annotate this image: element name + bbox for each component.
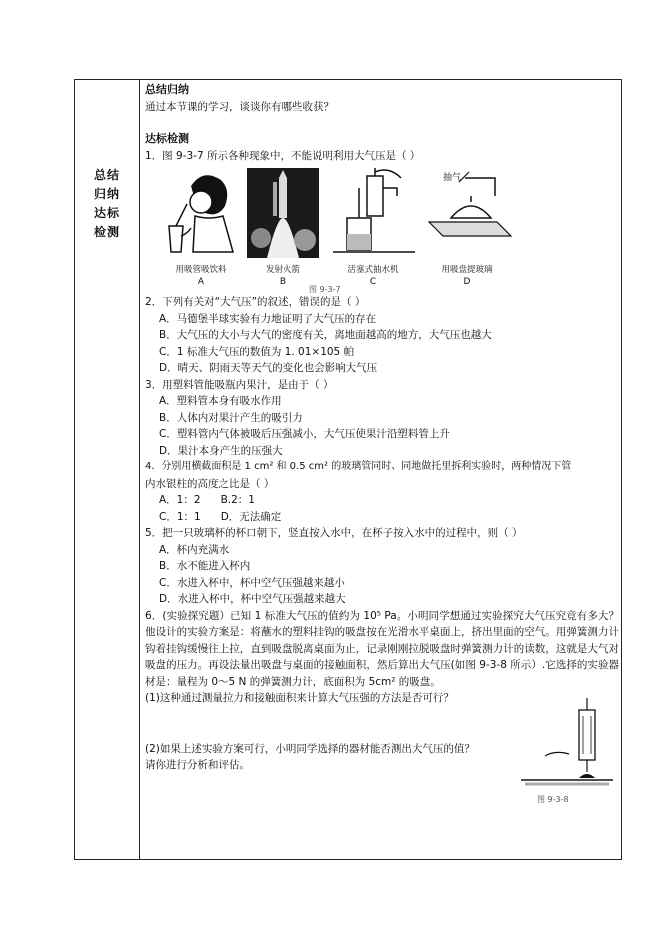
figure-pump: [333, 168, 415, 258]
figure-caption: 发射火箭: [265, 265, 300, 275]
figure-letter: B: [279, 277, 287, 287]
option: D．晴天、阴雨天等天气的变化也会影响大气压: [159, 362, 378, 374]
pump-label: 抽气: [443, 173, 462, 183]
option: D．水进入杯中，杯中空气压强越来越大: [159, 593, 346, 605]
figure-label: 图 9-3-8: [537, 795, 569, 804]
question-6-part-1: (1)这种通过测量拉力和接触面积来计算大气压强的方法是否可行？: [145, 692, 454, 704]
figure-caption: 用吸管吸饮料: [175, 265, 227, 275]
question-6-part-2-line-2: 请你进行分析和评估。: [145, 759, 250, 771]
figure-9-3-7: [145, 166, 619, 294]
column-divider: [139, 80, 140, 859]
figure-letter: D: [463, 277, 471, 287]
question-1: 1．图 9-3-7 所示各种现象中，不能说明利用大气压是（ ）: [145, 149, 421, 162]
question-2: 2．下列有关对“大气压”的叙述，错误的是（ ）: [145, 296, 366, 308]
side-label-line: 归纳: [93, 187, 120, 201]
side-label: [75, 166, 139, 242]
figure-letter: A: [197, 277, 205, 287]
question-6-part-2-line-1: (2)如果上述实验方案可行，小明同学选择的器材能否测出大气压的值？: [145, 742, 475, 755]
question-4-line-2: 内水银柱的高度之比是（ ）: [145, 477, 275, 490]
option: B．人体内对果汁产生的吸引力: [159, 411, 303, 424]
figure-caption: 用吸盘提玻璃: [441, 265, 493, 275]
check-heading: 达标检测: [145, 132, 189, 145]
figure-9-3-8: [515, 696, 615, 804]
side-label-line: 检测: [93, 225, 120, 239]
summary-heading: 总结归纳: [145, 83, 189, 96]
figure-drinking-straw: [161, 168, 241, 258]
option: A．塑料管本身有吸水作用: [159, 395, 282, 407]
option: A．杯内充满水: [159, 543, 230, 556]
option: B．大气压的大小与大气的密度有关，离地面越高的地方，大气压也越大: [159, 329, 492, 341]
option: D．果汁本身产生的压强大: [159, 444, 283, 457]
question-6: 6．(实验探究题）已知 1 标准大气压的值约为 10⁵ Pa。小明同学想通过实验探究大气压究竟有多大？他设计的实验方案是：将蘸水的塑料挂钩的吸盘按在光滑水平桌面上，挤出里面的空气。用弹簧测力计钩着挂钩缓慢往上拉，直到吸盘脱离桌面为止，记录刚刚拉脱吸盘时弹簧测力计的读数，这就是大气对吸盘的压力。再设法量出吸盘与桌面的接触面积，然后算出大气压(如图 9-3-8 所示）.它选择的实验器材是：量程为 0～5 N 的弹簧测力计，底面积为 5cm² 的吸盘。: [145, 609, 619, 688]
question-4-line-1: 4．分别用横截面积是 1 cm² 和 0.5 cm² 的玻璃管同时、同地做托里拆利实验时，两种情况下管: [145, 461, 572, 472]
question-3: 3．用塑料管能吸瓶内果汁，是由于（ ）: [145, 378, 334, 391]
option: A．马德堡半球实验有力地证明了大气压的存在: [159, 312, 377, 325]
figure-caption: 活塞式抽水机: [347, 265, 399, 275]
side-label-line: 达标: [93, 206, 120, 220]
option: C．水进入杯中，杯中空气压强越来越小: [159, 576, 345, 589]
side-label-line: 总结: [93, 168, 120, 182]
question-5: 5．把一只玻璃杯的杯口朝下，竖直按入水中，在杯子按入水中的过程中，则（ ）: [145, 527, 523, 539]
figure-suction-cup: [423, 168, 513, 258]
figure-letter: C: [369, 277, 377, 287]
figure-label: 图 9-3-7: [309, 285, 341, 294]
figure-rocket: [247, 168, 319, 258]
option: C．塑料管内气体被吸后压强减小，大气压使果汁沿塑料管上升: [159, 428, 450, 440]
lesson-table: [74, 79, 622, 860]
option: C．1 标准大气压的数值为 1. 01×105 帕: [159, 345, 355, 358]
content-cell: [145, 82, 619, 804]
question-6-subparts: [145, 690, 619, 804]
option: B．水不能进入杯内: [159, 560, 251, 572]
summary-prompt: 通过本节课的学习，谈谈你有哪些收获？: [145, 100, 334, 113]
option-row: A．1：2 B.2：1: [159, 494, 255, 506]
option-row: C．1：1 D．无法确定: [159, 510, 282, 523]
